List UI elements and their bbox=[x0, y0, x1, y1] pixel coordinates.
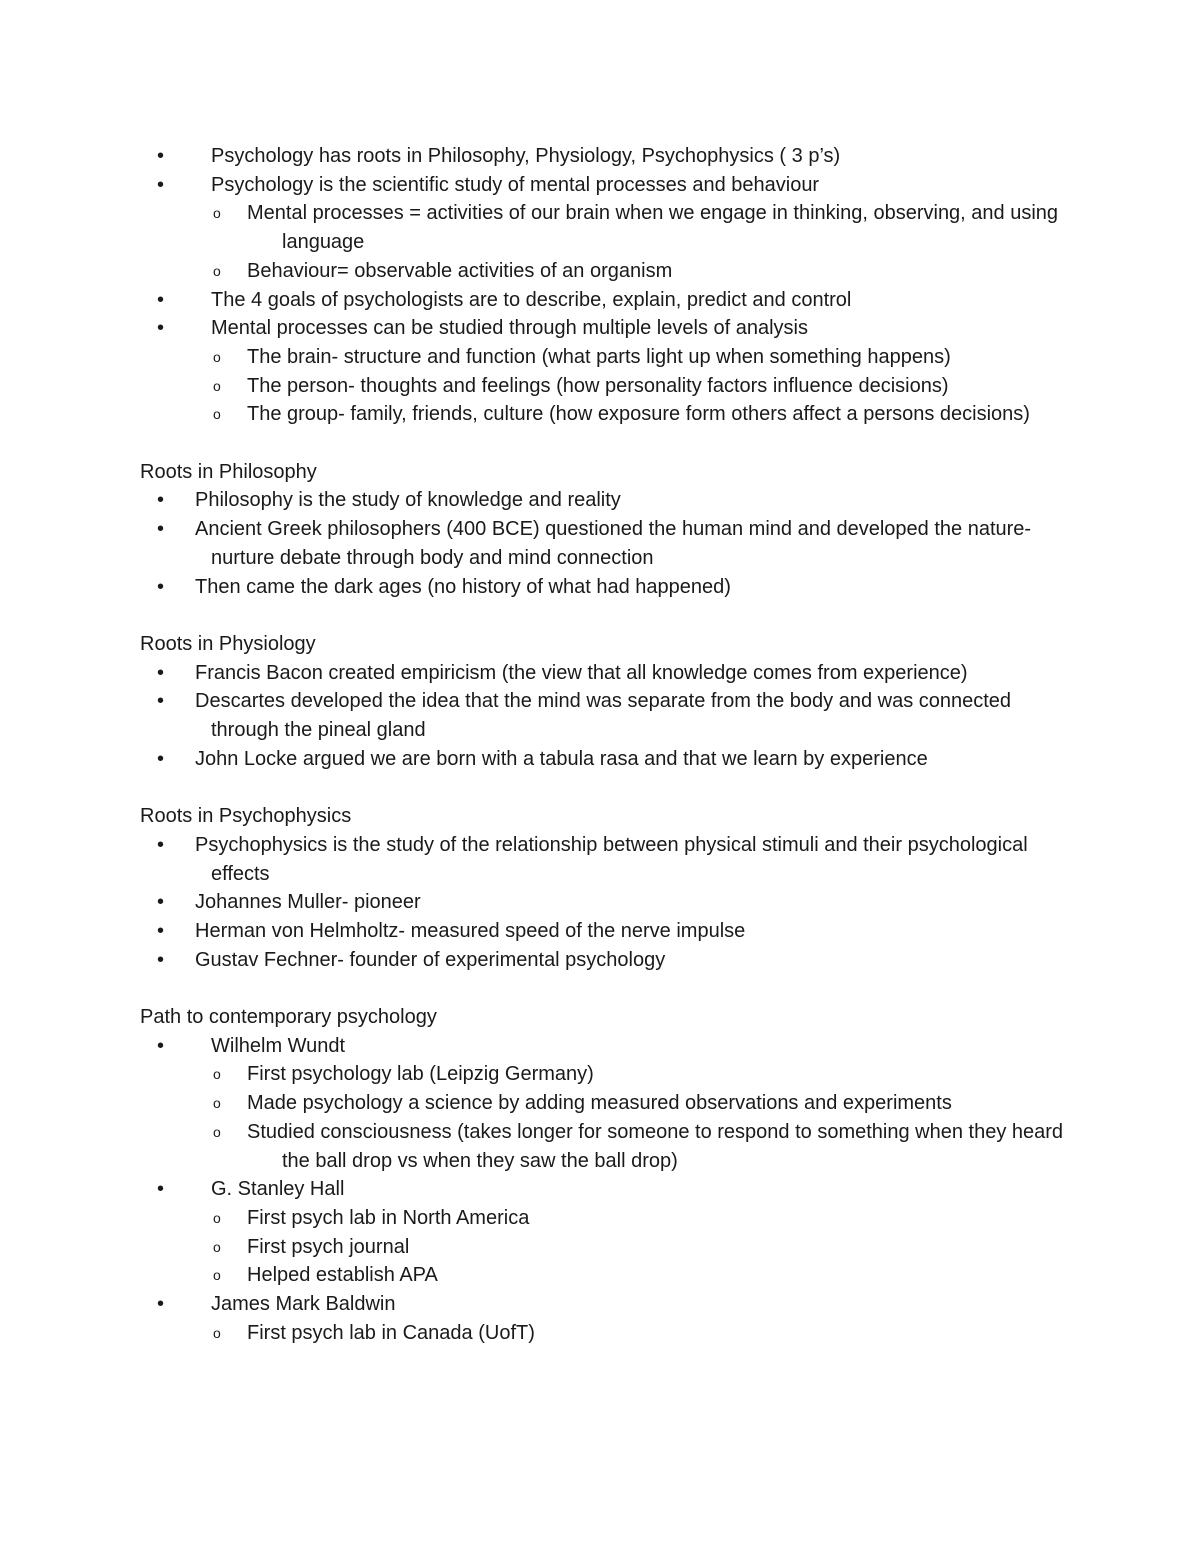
sub-list-item bbox=[140, 372, 1070, 401]
list-item-text: Descartes developed the idea that the mind was separate from the body and was connected through the pineal gland bbox=[195, 690, 1012, 742]
sub-bullet-marker: o bbox=[213, 377, 221, 394]
section-heading-contemporary: Path to contemporary psychology bbox=[140, 1006, 437, 1029]
sub-bullet-marker: o bbox=[213, 406, 221, 423]
sub-list-item-text: Made psychology a science by adding measured observations and experiments bbox=[247, 1092, 952, 1115]
list-item bbox=[140, 888, 1070, 917]
sub-list-item-text: First psychology lab (Leipzig Germany) bbox=[247, 1063, 594, 1086]
sub-list-item-text: The brain- structure and function (what parts light up when something happens) bbox=[247, 345, 951, 368]
sub-bullet-marker: o bbox=[213, 262, 221, 279]
list-item-text: Francis Bacon created empiricism (the view that all knowledge comes from experience) bbox=[195, 661, 968, 684]
bullet-marker: • bbox=[157, 317, 165, 340]
sub-bullet-marker: o bbox=[213, 1209, 221, 1226]
bullet-marker: • bbox=[157, 288, 165, 311]
sub-list-item-text: The person- thoughts and feelings (how personality factors influence decisions) bbox=[247, 374, 949, 397]
bullet-marker: • bbox=[157, 747, 165, 770]
list-item-text: Psychology has roots in Philosophy, Physiology, Psychophysics ( 3 p’s) bbox=[211, 145, 841, 167]
list-item-text: Gustav Fechner- founder of experimental psychology bbox=[195, 948, 666, 971]
list-item-text: Wilhelm Wundt bbox=[211, 1034, 346, 1057]
list-item bbox=[140, 831, 1070, 888]
list-item-text: Psychophysics is the study of the relationship between physical stimuli and their psychological effects bbox=[195, 833, 1028, 885]
sub-bullet-marker: o bbox=[213, 1123, 221, 1140]
notes-content bbox=[140, 142, 1070, 1347]
sub-list-item-text: The group- family, friends, culture (how exposure form others affect a persons decisions) bbox=[247, 403, 1030, 426]
philosophy-list bbox=[140, 486, 1070, 601]
sub-list-item-text: First psych lab in Canada (UofT) bbox=[247, 1321, 535, 1344]
bullet-marker: • bbox=[157, 948, 165, 971]
bullet-marker: • bbox=[157, 690, 165, 713]
bullet-marker: • bbox=[157, 1293, 165, 1316]
list-item bbox=[140, 515, 1070, 572]
sub-list-item-text: Behaviour= observable activities of an organism bbox=[247, 259, 673, 282]
bullet-marker: • bbox=[157, 489, 165, 512]
sub-list-item bbox=[140, 1261, 1070, 1290]
sub-bullet-marker: o bbox=[213, 1238, 221, 1255]
bullet-marker: • bbox=[157, 833, 165, 856]
list-item bbox=[140, 1290, 1070, 1319]
section-heading-psychophysics: Roots in Psychophysics bbox=[140, 805, 352, 828]
list-item-text: Johannes Muller- pioneer bbox=[195, 891, 421, 914]
sub-bullet-marker: o bbox=[213, 205, 221, 222]
list-item-text: The 4 goals of psychologists are to describe, explain, predict and control bbox=[211, 288, 852, 311]
list-item-text: John Locke argued we are born with a tabula rasa and that we learn by experience bbox=[195, 747, 928, 770]
list-item bbox=[140, 314, 1070, 343]
paragraph-gap bbox=[140, 601, 1070, 630]
sub-list-item-text: First psych lab in North America bbox=[247, 1206, 530, 1229]
sub-list-item-text: First psych journal bbox=[247, 1235, 410, 1258]
bullet-marker: • bbox=[157, 145, 165, 167]
sub-list-item bbox=[140, 1233, 1070, 1262]
list-item bbox=[140, 142, 1070, 171]
paragraph-gap bbox=[140, 974, 1070, 1003]
list-item-text: Ancient Greek philosophers (400 BCE) questioned the human mind and developed the nature-nurture debate through body and mind connection bbox=[195, 518, 1032, 569]
sub-list-item bbox=[140, 257, 1070, 286]
sub-list-item-text: Mental processes = activities of our brain when we engage in thinking, observing, and using language bbox=[247, 202, 1059, 254]
contemporary-list bbox=[140, 1032, 1070, 1348]
list-item bbox=[140, 486, 1070, 515]
sub-bullet-marker: o bbox=[213, 1095, 221, 1112]
list-item bbox=[140, 687, 1070, 744]
sub-list-item bbox=[140, 1060, 1070, 1089]
list-item bbox=[140, 946, 1070, 975]
bullet-marker: • bbox=[157, 661, 165, 684]
sub-list-item bbox=[140, 1319, 1070, 1348]
bullet-marker: • bbox=[157, 173, 165, 196]
list-item bbox=[140, 1032, 1070, 1061]
intro-list bbox=[140, 142, 1070, 429]
paragraph-gap bbox=[140, 429, 1070, 458]
bullet-marker: • bbox=[157, 1034, 165, 1057]
list-item bbox=[140, 171, 1070, 200]
physiology-list bbox=[140, 659, 1070, 774]
list-item-text: Herman von Helmholtz- measured speed of the nerve impulse bbox=[195, 919, 746, 942]
sub-bullet-marker: o bbox=[213, 1267, 221, 1284]
bullet-marker: • bbox=[157, 891, 165, 914]
sub-bullet-marker: o bbox=[213, 1324, 221, 1341]
sub-list-item bbox=[140, 1204, 1070, 1233]
list-item bbox=[140, 286, 1070, 315]
paragraph-gap bbox=[140, 773, 1070, 802]
list-item bbox=[140, 1175, 1070, 1204]
list-item bbox=[140, 659, 1070, 688]
sub-bullet-marker: o bbox=[213, 1066, 221, 1083]
bullet-marker: • bbox=[157, 1178, 165, 1201]
sub-list-item-text: Helped establish APA bbox=[247, 1264, 438, 1287]
list-item bbox=[140, 745, 1070, 774]
section-heading-physiology: Roots in Physiology bbox=[140, 632, 316, 655]
list-item bbox=[140, 573, 1070, 602]
sub-list-item-text: Studied consciousness (takes longer for someone to respond to something when they heard the ball drop vs when they saw the ball drop) bbox=[247, 1120, 1064, 1172]
list-item-text: Philosophy is the study of knowledge and reality bbox=[195, 489, 621, 512]
sub-bullet-marker: o bbox=[213, 348, 221, 365]
psychophysics-list bbox=[140, 831, 1070, 975]
list-item-text: Mental processes can be studied through multiple levels of analysis bbox=[211, 317, 808, 340]
list-item-text: Then came the dark ages (no history of what had happened) bbox=[195, 575, 731, 598]
bullet-marker: • bbox=[157, 518, 165, 541]
bullet-marker: • bbox=[157, 919, 165, 942]
sub-list-item bbox=[140, 343, 1070, 372]
list-item-text: James Mark Baldwin bbox=[211, 1293, 396, 1316]
sub-list-item bbox=[140, 1089, 1070, 1118]
list-item bbox=[140, 917, 1070, 946]
list-item-text: Psychology is the scientific study of mental processes and behaviour bbox=[211, 173, 820, 196]
section-heading-philosophy: Roots in Philosophy bbox=[140, 460, 317, 483]
list-item-text: G. Stanley Hall bbox=[211, 1178, 345, 1201]
sub-list-item bbox=[140, 1118, 1070, 1175]
bullet-marker: • bbox=[157, 575, 165, 598]
sub-list-item bbox=[140, 400, 1070, 429]
sub-list-item bbox=[140, 199, 1070, 256]
